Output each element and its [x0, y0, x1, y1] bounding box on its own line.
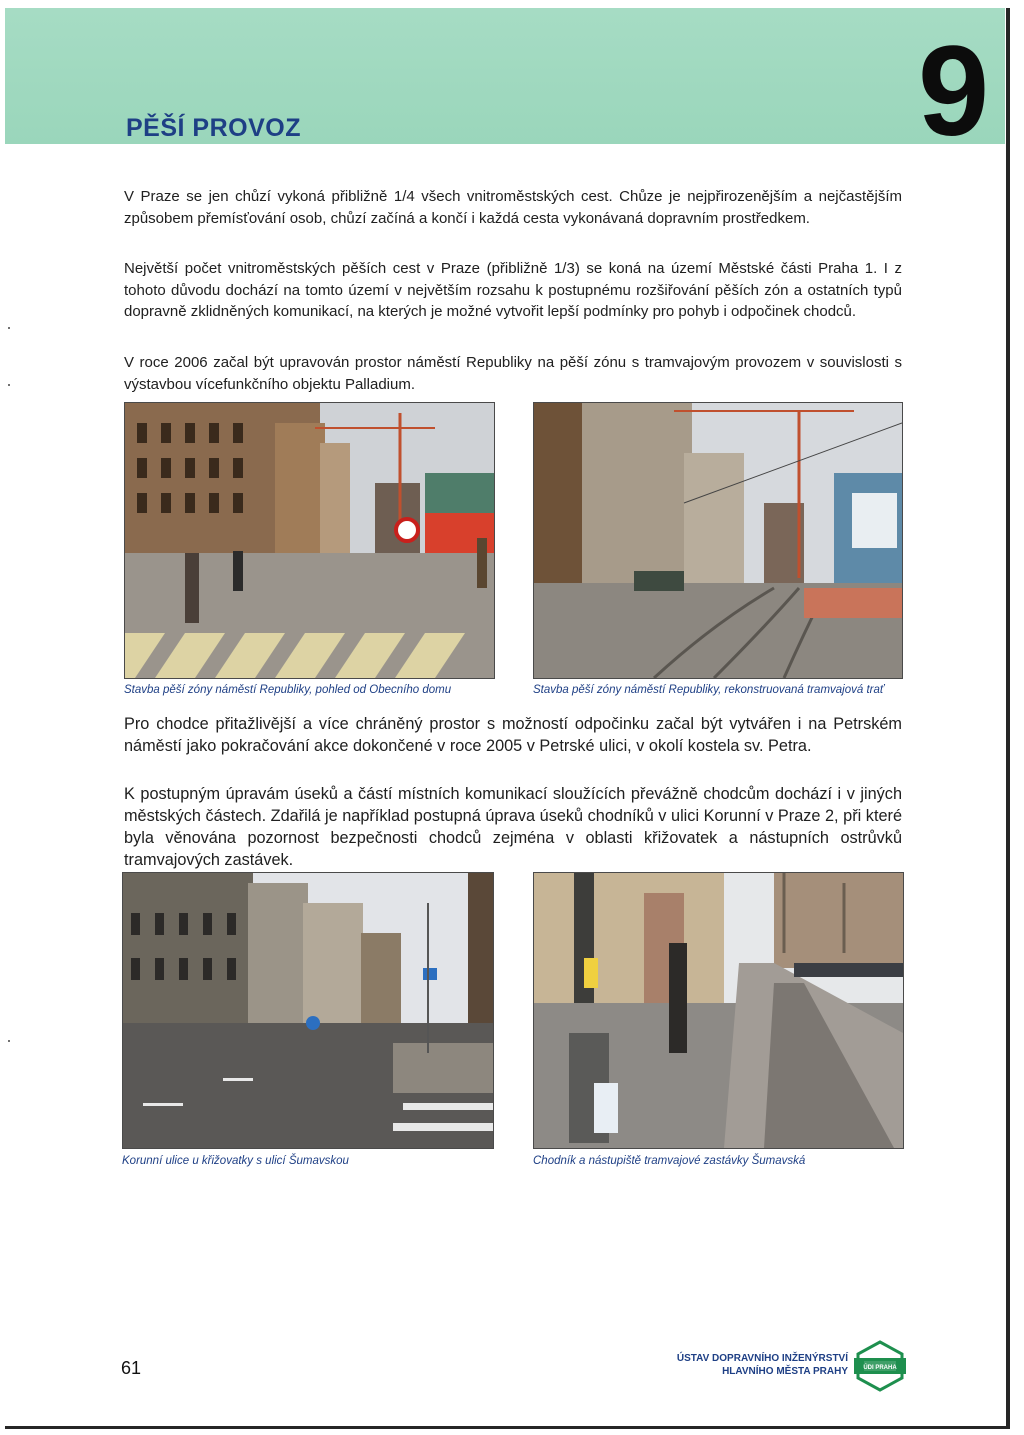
paragraph-korunni: K postupným úpravám úseků a částí místních komunikací sloužících převážně chodcům dochází i v jiných městských částech. Zdařilá je například postupná úprava úseků chodníků v ulici Korunní v Praze 2, při které byla věnována pozornost bezpečnosti chodců zejména v oblasti křižovatek a nástupních ostrůvků tramvajových zastávek.: [124, 785, 902, 869]
udi-praha-logo-icon: [854, 1340, 906, 1392]
paragraph-intro: V Praze se jen chůzí vykoná přibližně 1/4 všech vnitroměstských cest. Chůze je nejpřirozenějším a nejčastějším způsobem přemísťování osob, chůzí začíná a končí i každá cesta vykonávaná dopravním prostředkem.: [124, 188, 902, 227]
photo-chodnik-zastavka-sumavska: [533, 872, 904, 1149]
caption-photo-3: Korunní ulice u křižovatky s ulicí Šumavskou: [122, 1155, 349, 1167]
page-border-bottom: [5, 1426, 1010, 1429]
chapter-title: PĚŠÍ PROVOZ: [126, 114, 301, 142]
org-name-line-2: HLAVNÍHO MĚSTA PRAHY: [722, 1366, 848, 1377]
scan-mark: [8, 384, 10, 386]
page-border-right: [1006, 8, 1010, 1428]
caption-photo-1: Stavba pěší zóny náměstí Republiky, pohled od Obecního domu: [124, 684, 452, 696]
caption-photo-4: Chodník a nástupiště tramvajové zastávky Šumavská: [533, 1155, 806, 1167]
logo-text: ÚDI PRAHA: [863, 1365, 897, 1371]
paragraph-praha1: Největší počet vnitroměstských pěších cest v Praze (přibližně 1/3) se koná na území Městské části Praha 1. I z tohoto důvodu dochází na tomto území v největším rozsahu k postupnému rozšiřování pěších zón a ostatních typů dopravně zklidněných komunikací, na kterých je možné vytvořit lepší podmínky pro pohyb i odpočinek chodců.: [124, 260, 902, 320]
scan-mark: [8, 1040, 10, 1042]
caption-photo-2: Stavba pěší zóny náměstí Republiky, rekonstruovaná tramvajová trať: [533, 684, 884, 696]
org-name-line-1: ÚSTAV DOPRAVNÍHO INŽENÝRSTVÍ: [676, 1353, 848, 1364]
photo-namesti-republiky-obecni-dum: [124, 402, 495, 679]
paragraph-namesti-republiky: V roce 2006 začal být upravován prostor náměstí Republiky na pěší zónu s tramvajovým provozem v souvislosti s výstavbou vícefunkčního objektu Palladium.: [124, 354, 902, 393]
photo-namesti-republiky-tramvajova-trat: [533, 402, 903, 679]
paragraph-petrske-namesti: Pro chodce přitažlivější a více chráněný prostor s možností odpočinku začal být vytvářen i na Petrském náměstí jako pokračování akce dokončené v roce 2005 v Petrské ulici, v okolí kostela sv. Petra.: [124, 715, 902, 755]
org-name: [640, 1352, 848, 1378]
photo-korunni-krizovatka: [122, 872, 494, 1149]
page-number: 61: [121, 1358, 142, 1378]
chapter-number: 9: [918, 20, 990, 163]
scan-mark: [8, 327, 10, 329]
